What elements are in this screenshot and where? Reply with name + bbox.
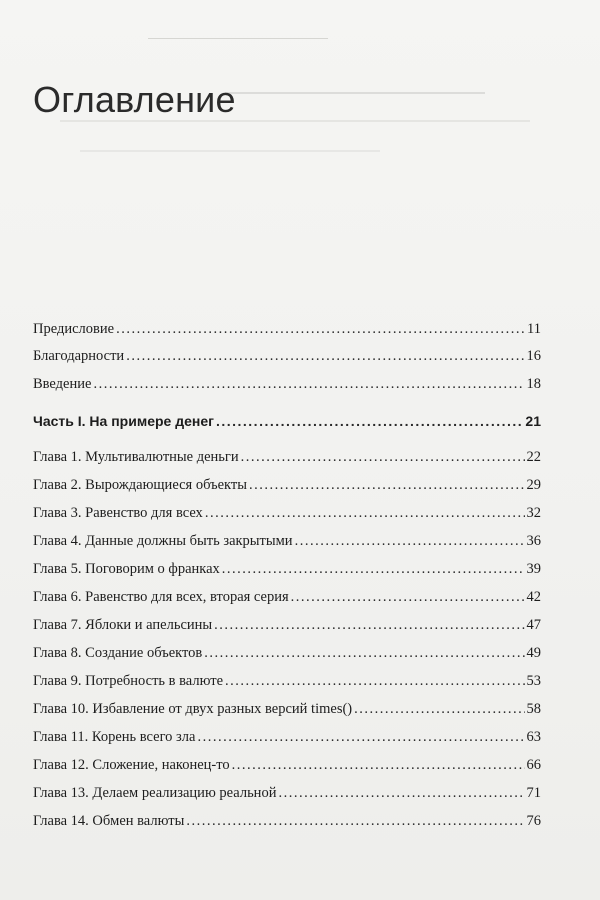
toc-entry-title: Глава 11. Корень всего зла bbox=[33, 729, 196, 745]
toc-heading: Оглавление bbox=[33, 79, 236, 120]
toc-page-number: 36 bbox=[526, 533, 541, 549]
toc-page-number: 11 bbox=[527, 321, 541, 337]
toc-leader-dots bbox=[214, 614, 524, 636]
toc-leader-dots bbox=[225, 670, 524, 692]
toc-page-number: 18 bbox=[526, 376, 541, 392]
toc-leader-dots bbox=[186, 810, 524, 832]
toc-leader-dots bbox=[354, 698, 524, 720]
toc-entry bbox=[33, 810, 541, 832]
toc-leader-dots bbox=[205, 502, 525, 524]
toc-entry-title: Глава 2. Вырождающиеся объекты bbox=[33, 477, 247, 493]
toc-leader-dots bbox=[291, 586, 525, 608]
toc-leader-dots bbox=[204, 642, 524, 664]
toc-entry-title: Часть I. На примере денег bbox=[33, 413, 214, 429]
toc-entry bbox=[33, 642, 541, 664]
toc-entry-title: Предисловие bbox=[33, 321, 115, 337]
toc-entry-title: Глава 9. Потребность в валюте bbox=[33, 673, 224, 689]
toc-leader-dots bbox=[93, 373, 524, 395]
toc-leader-dots bbox=[126, 345, 524, 367]
toc-page-number: 42 bbox=[526, 589, 541, 605]
toc-page-number: 16 bbox=[526, 348, 541, 364]
toc-entry bbox=[33, 474, 541, 496]
toc-entry bbox=[33, 698, 541, 720]
toc-page-number: 21 bbox=[525, 413, 541, 429]
toc-entry-title: Глава 3. Равенство для всех bbox=[33, 505, 203, 521]
toc-page-number: 71 bbox=[526, 785, 541, 801]
toc-entry-title: Глава 12. Сложение, наконец-то bbox=[33, 757, 230, 773]
toc-entry bbox=[33, 345, 541, 367]
toc-leader-dots bbox=[295, 530, 525, 552]
toc-entry bbox=[33, 530, 541, 552]
toc-entry bbox=[33, 726, 541, 748]
top-rule bbox=[148, 38, 328, 39]
toc-leader-dots bbox=[222, 558, 525, 580]
toc-entry-title: Глава 7. Яблоки и апельсины bbox=[33, 617, 213, 633]
bleed-through-mark bbox=[80, 150, 380, 152]
toc-page-number: 29 bbox=[526, 477, 541, 493]
toc-entry-title: Глава 5. Поговорим о франках bbox=[33, 561, 220, 577]
toc-page-number: 76 bbox=[526, 813, 541, 829]
toc-entry bbox=[33, 586, 541, 608]
toc-leader-dots bbox=[241, 446, 525, 468]
toc-page-number: 49 bbox=[526, 645, 541, 661]
toc-entry-title: Введение bbox=[33, 376, 92, 392]
toc-page-number: 22 bbox=[526, 449, 541, 465]
toc-leader-dots bbox=[216, 410, 523, 432]
toc-entry-title: Глава 8. Создание объектов bbox=[33, 645, 203, 661]
toc-entry-title: Глава 6. Равенство для всех, вторая серия bbox=[33, 589, 289, 605]
toc-entry-title: Глава 4. Данные должны быть закрытыми bbox=[33, 533, 293, 549]
toc-entry bbox=[33, 670, 541, 692]
toc-page-number: 66 bbox=[526, 757, 541, 773]
toc-entry bbox=[33, 318, 541, 340]
toc-page-number: 39 bbox=[526, 561, 541, 577]
toc-leader-dots bbox=[116, 318, 525, 340]
toc-entry bbox=[33, 373, 541, 395]
toc-entry-title: Глава 14. Обмен валюты bbox=[33, 813, 185, 829]
toc-entry-title: Глава 10. Избавление от двух разных версий times() bbox=[33, 701, 353, 717]
toc-entry bbox=[33, 558, 541, 580]
toc-page-number: 63 bbox=[526, 729, 541, 745]
toc-leader-dots bbox=[232, 754, 525, 776]
toc-page-number: 32 bbox=[526, 505, 541, 521]
toc-entry bbox=[33, 782, 541, 804]
toc-page-number: 58 bbox=[526, 701, 541, 717]
toc-leader-dots bbox=[278, 782, 524, 804]
toc-part-entry bbox=[33, 410, 541, 432]
toc-entry bbox=[33, 502, 541, 524]
toc-page-number: 53 bbox=[526, 673, 541, 689]
toc-leader-dots bbox=[249, 474, 525, 496]
bleed-through-mark bbox=[225, 92, 485, 94]
toc-entry bbox=[33, 754, 541, 776]
toc-entry-title: Глава 1. Мультивалютные деньги bbox=[33, 449, 239, 465]
toc-entry-title: Глава 13. Делаем реализацию реальной bbox=[33, 785, 277, 801]
toc-entry bbox=[33, 446, 541, 468]
toc-entry bbox=[33, 614, 541, 636]
toc-entry-title: Благодарности bbox=[33, 348, 125, 364]
toc-page-number: 47 bbox=[526, 617, 541, 633]
toc-leader-dots bbox=[197, 726, 524, 748]
